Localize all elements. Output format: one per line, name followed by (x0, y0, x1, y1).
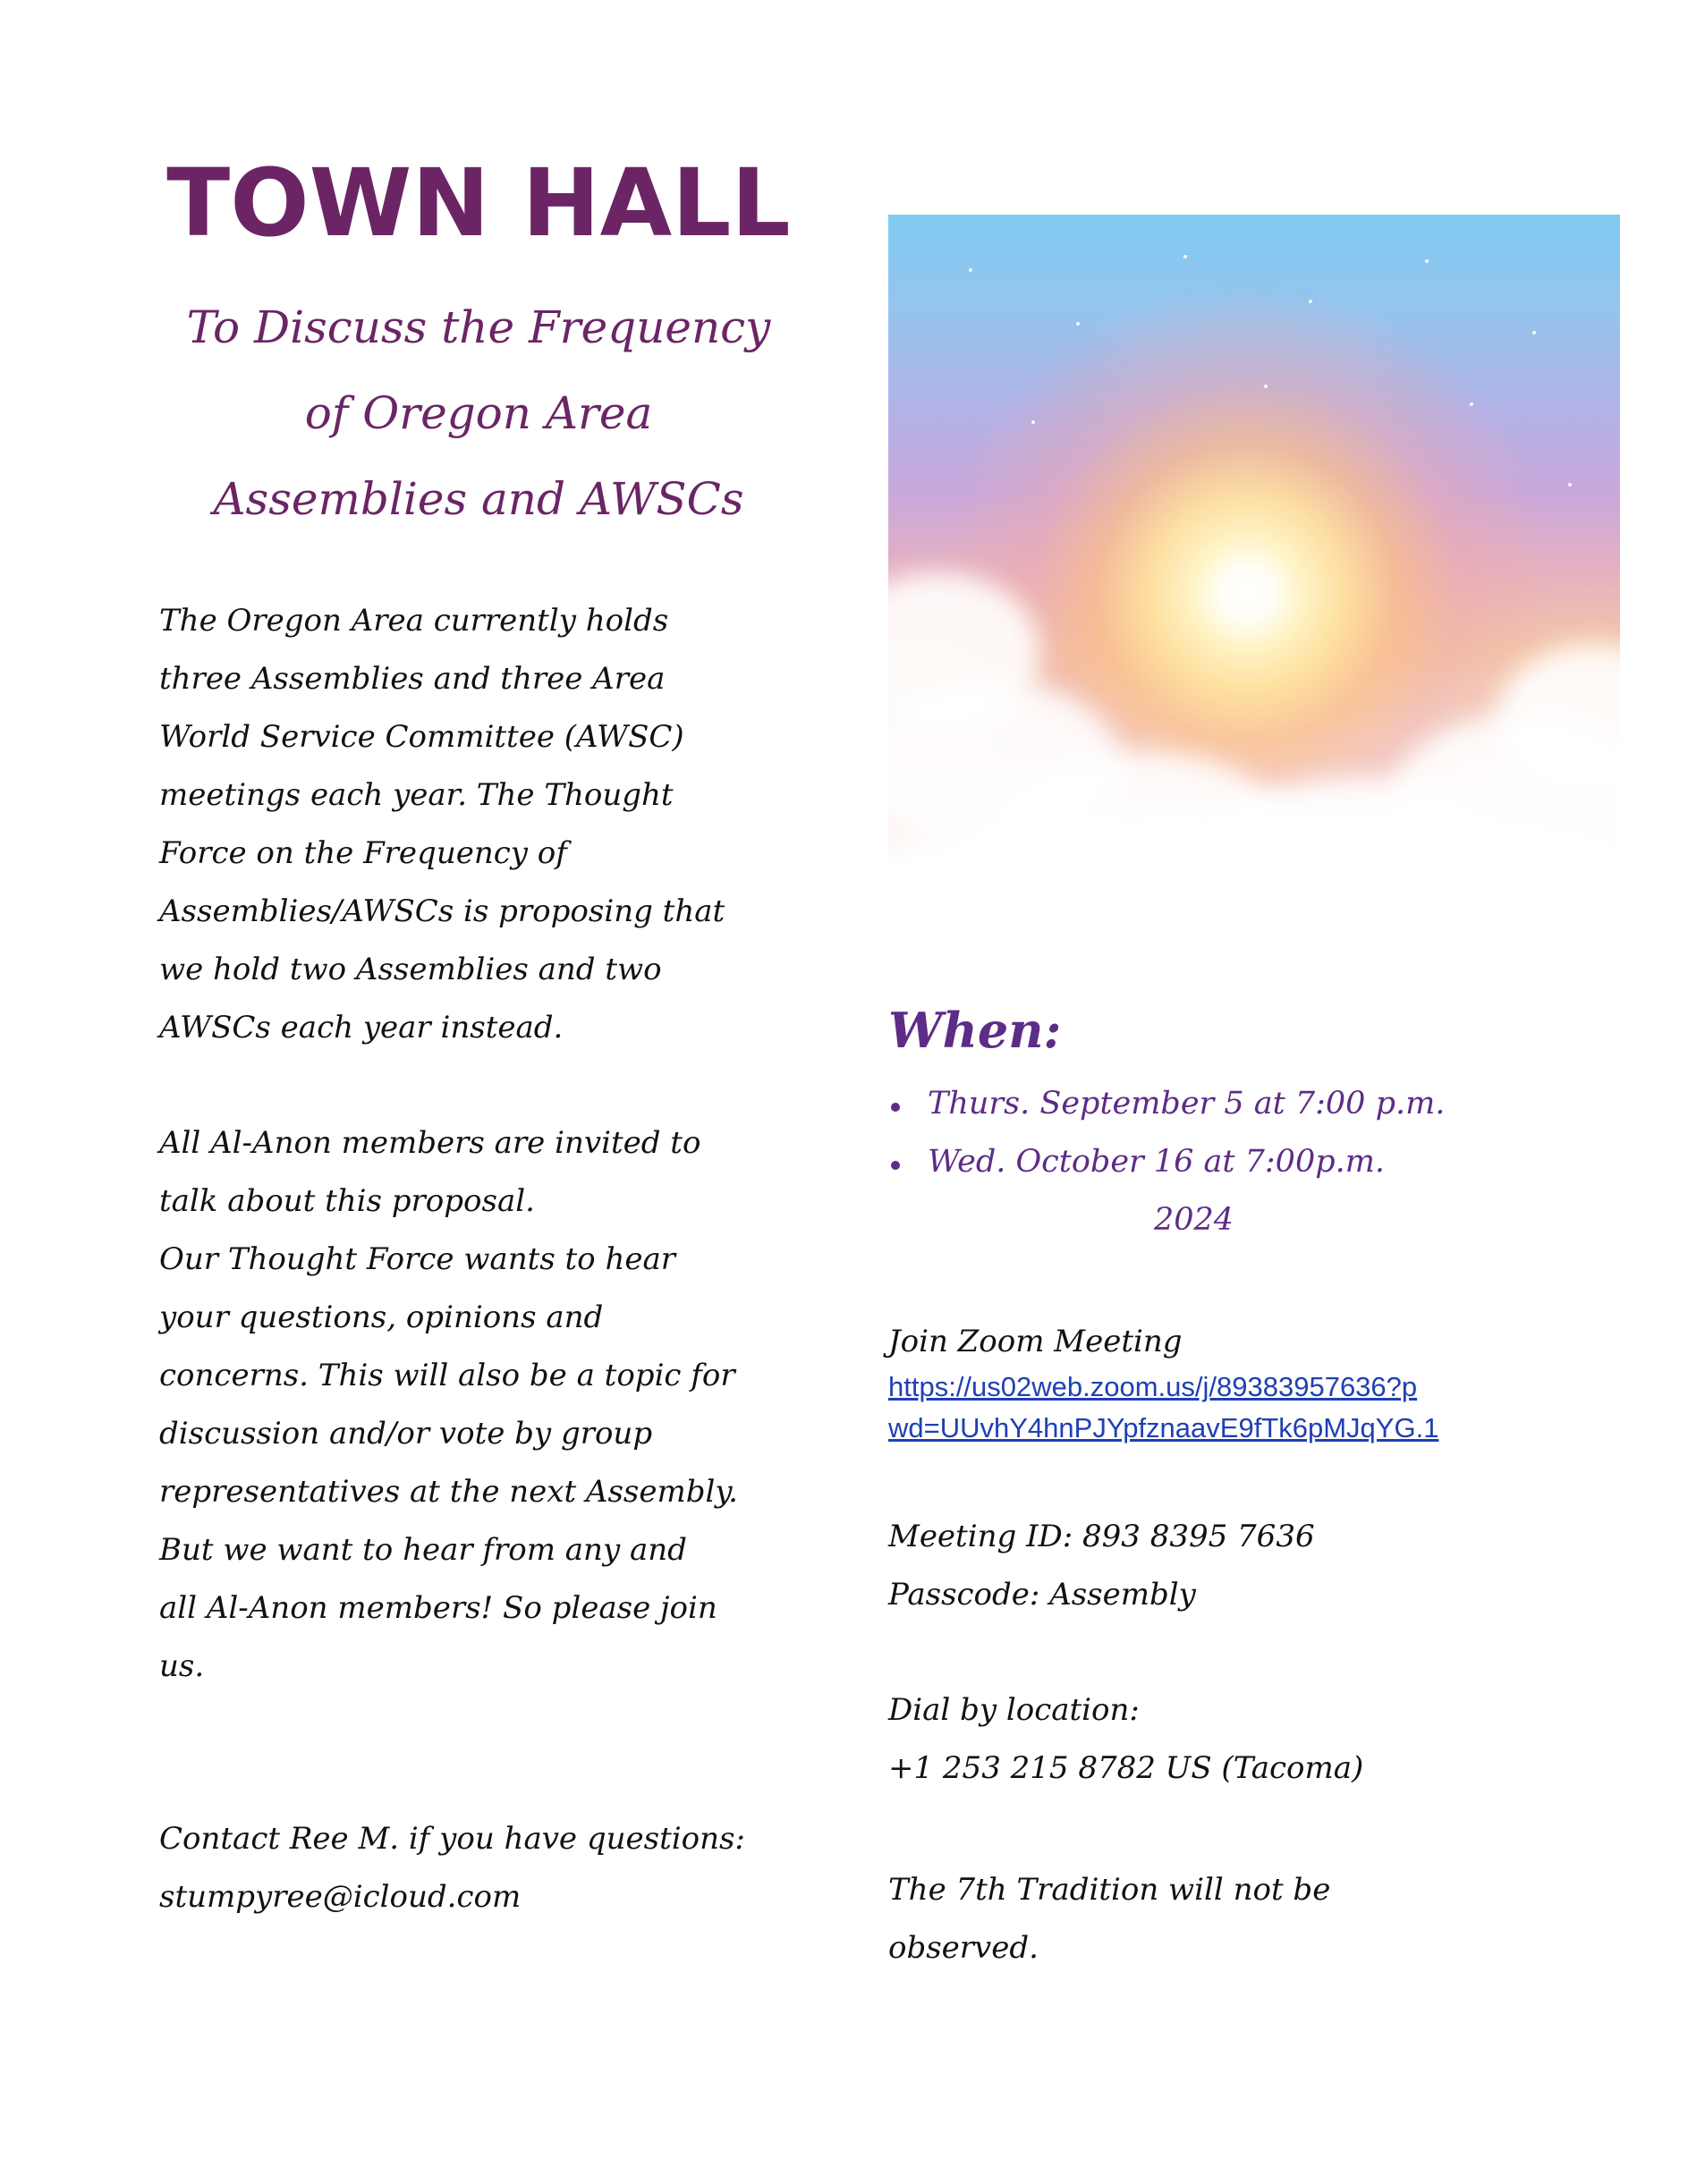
intro-paragraph (159, 592, 725, 1057)
subtitle-line: To Discuss the Frequency (186, 301, 771, 353)
link-line[interactable]: wd=UUvhY4hnPJYpfznaavE9fTk6pMJqYG.1 (888, 1412, 1439, 1443)
contact-email: stumpyree@icloud.com (159, 1879, 522, 1915)
bullet-icon (891, 1103, 900, 1112)
text-line: your questions, opinions and (159, 1299, 604, 1335)
passcode: Passcode: Assembly (888, 1577, 1196, 1613)
subtitle-line: Assemblies and AWSCs (213, 473, 744, 525)
date-item: Thurs. September 5 at 7:00 p.m. (928, 1086, 1446, 1122)
text-line: The Oregon Area currently holds (159, 603, 669, 639)
when-heading: When: (888, 1002, 1062, 1059)
text-line: we hold two Assemblies and two (159, 952, 662, 987)
text-line: us. (159, 1648, 205, 1684)
date-year: 2024 (1154, 1202, 1234, 1238)
text-line: concerns. This will also be a topic for (159, 1358, 735, 1393)
page-subtitle (134, 284, 823, 542)
dial-number: +1 253 215 8782 US (Tacoma) (888, 1750, 1364, 1786)
zoom-label: Join Zoom Meeting (888, 1324, 1183, 1359)
dial-label: Dial by location: (888, 1692, 1140, 1728)
text-line: meetings each year. The Thought (159, 777, 674, 813)
invitation-paragraph (159, 1114, 738, 1696)
text-line: Force on the Frequency of (159, 835, 567, 871)
text-line: Our Thought Force wants to hear (159, 1241, 676, 1277)
date-item: Wed. October 16 at 7:00p.m. (928, 1144, 1386, 1180)
contact-line: Contact Ree M. if you have questions: (159, 1821, 745, 1857)
bullet-icon (891, 1161, 900, 1170)
text-line: observed. (888, 1930, 1039, 1966)
tradition-note (888, 1861, 1330, 1977)
meeting-id: Meeting ID: 893 8395 7636 (888, 1519, 1315, 1554)
text-line: representatives at the next Assembly. (159, 1474, 738, 1510)
text-line: three Assemblies and three Area (159, 661, 666, 697)
text-line: all Al-Anon members! So please join (159, 1590, 717, 1626)
dial-info (888, 1681, 1363, 1798)
page-title: TOWN HALL (166, 148, 791, 258)
zoom-meeting-link[interactable] (888, 1367, 1438, 1449)
subtitle-line: of Oregon Area (304, 387, 653, 439)
text-line: talk about this proposal. (159, 1183, 535, 1219)
text-line: But we want to hear from any and (159, 1532, 687, 1568)
sky-sunburst-image (888, 215, 1620, 878)
text-line: discussion and/or vote by group (159, 1416, 653, 1452)
link-line[interactable]: https://us02web.zoom.us/j/89383957636?p (888, 1371, 1418, 1402)
text-line: All Al-Anon members are invited to (159, 1125, 701, 1161)
contact-block (159, 1810, 745, 1926)
text-line: Assemblies/AWSCs is proposing that (159, 893, 725, 929)
text-line: World Service Committee (AWSC) (159, 719, 684, 755)
meeting-info (888, 1508, 1315, 1624)
text-line: AWSCs each year instead. (159, 1010, 564, 1045)
text-line: The 7th Tradition will not be (888, 1872, 1331, 1908)
